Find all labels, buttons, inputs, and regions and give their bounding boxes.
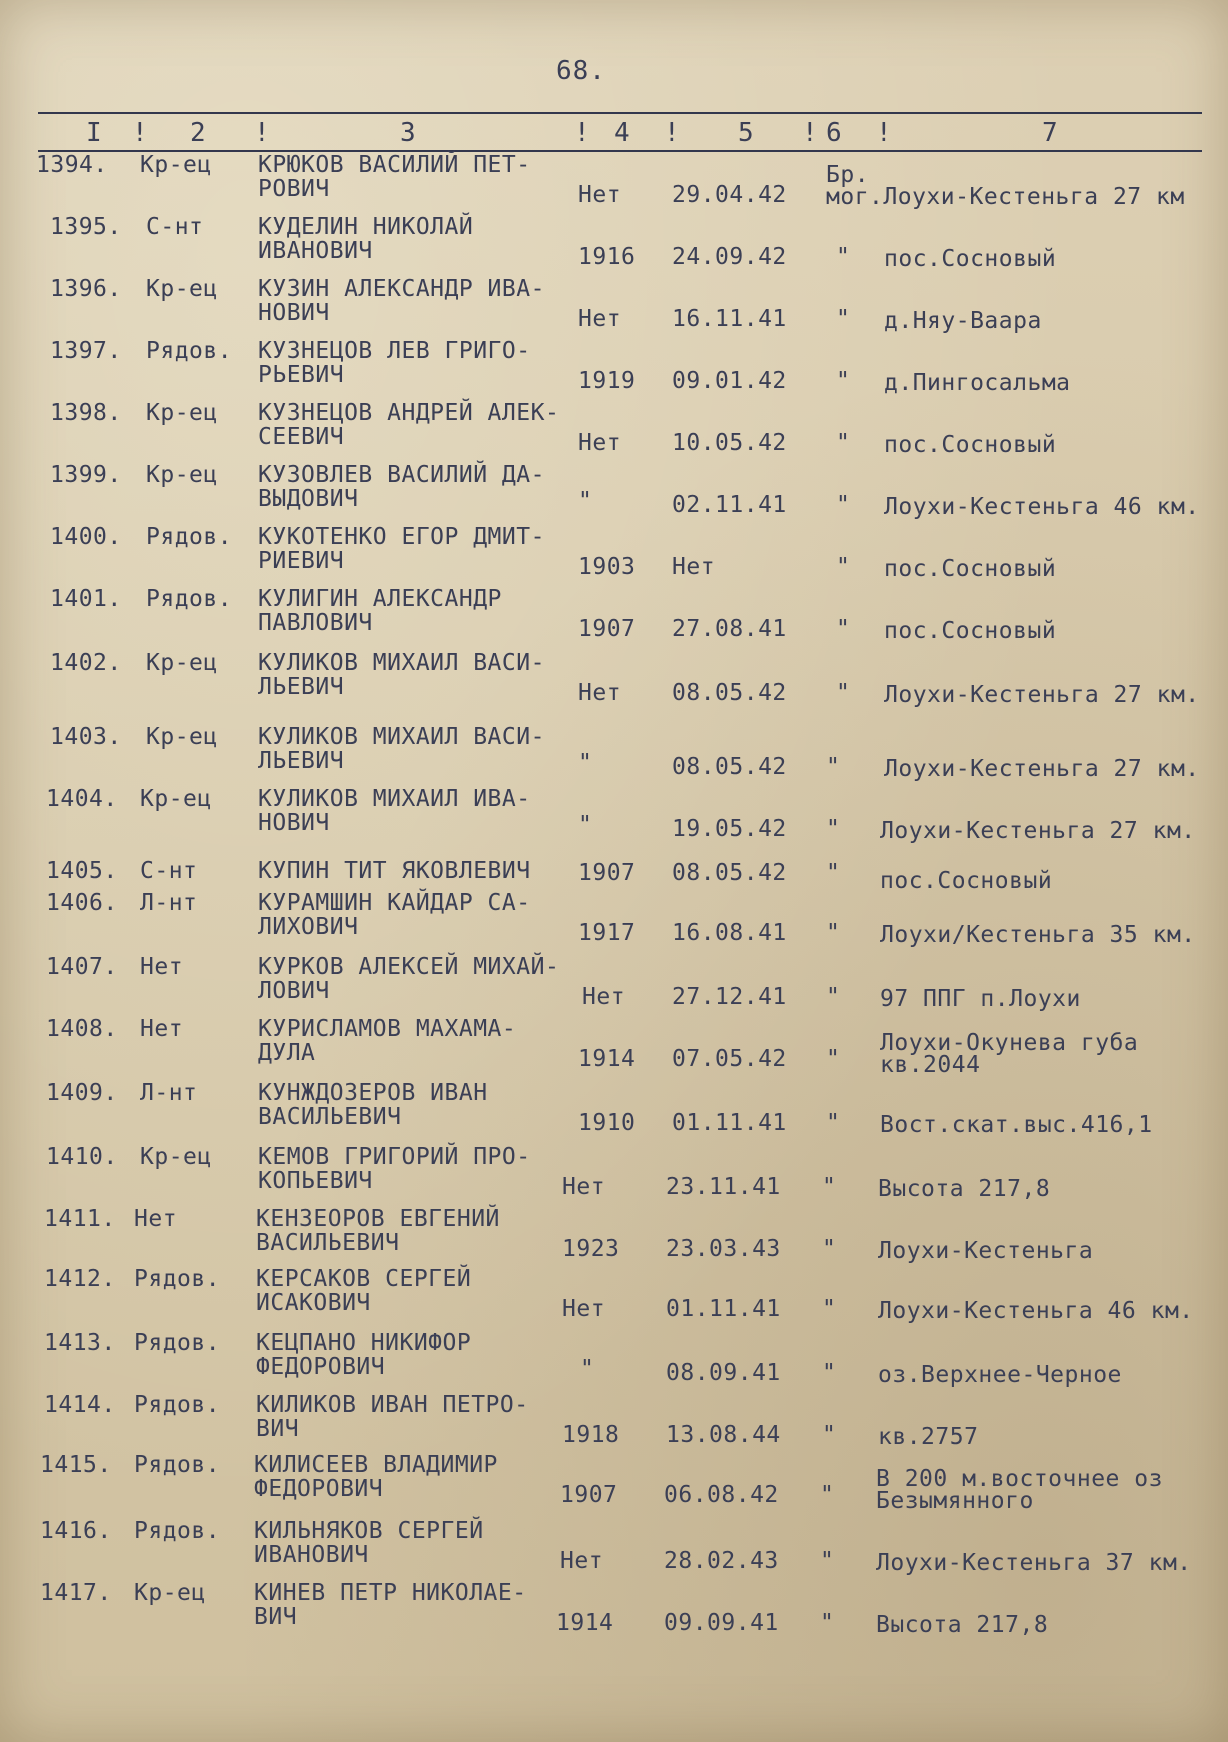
record-place: Вост.скат.выс.416,1 (880, 1112, 1153, 1138)
table-row (0, 650, 1228, 710)
record-name-line1: КУРАМШИН КАЙДАР СА- (258, 890, 531, 916)
record-name-line2: ВАСИЛЬЕВИЧ (258, 1104, 402, 1130)
col-header-6: 6 (826, 118, 842, 148)
record-rank: Кр-ец (146, 276, 218, 302)
record-birth-year: Нет (578, 680, 622, 706)
record-name-line1: КУЗИН АЛЕКСАНДР ИВА- (258, 276, 545, 302)
table-row (0, 724, 1228, 784)
record-number: 1395. (50, 214, 122, 240)
table-row (0, 1266, 1228, 1326)
record-name-line1: КИЛЬНЯКОВ СЕРГЕЙ (254, 1518, 484, 1544)
record-name-line2: ДУЛА (258, 1040, 316, 1066)
record-name-line1: КУЗНЕЦОВ АНДРЕЙ АЛЕК- (258, 400, 560, 426)
record-name-line1: КУЛИКОВ МИХАИЛ ИВА- (258, 786, 531, 812)
record-place: Лоухи-Кестеньга (878, 1238, 1094, 1264)
record-name-line2: КОПЬЕВИЧ (258, 1168, 373, 1194)
record-number: 1397. (50, 338, 122, 364)
record-name-line2: НОВИЧ (258, 810, 330, 836)
record-birth-year: 1919 (578, 368, 636, 394)
record-name-line2: ФЕДОРОВИЧ (254, 1476, 384, 1502)
record-name-line1: КУЗОВЛЕВ ВАСИЛИЙ ДА- (258, 462, 545, 488)
table-row (0, 890, 1228, 950)
table-row (0, 954, 1228, 1014)
record-birth-year: Нет (582, 984, 626, 1010)
record-place-line2: Безымянного (876, 1488, 1034, 1514)
record-date: 29.04.42 (672, 182, 787, 208)
record-grave: " (836, 554, 851, 580)
record-place: Высота 217,8 (876, 1612, 1049, 1638)
record-rank: Кр-ец (146, 400, 218, 426)
record-birth-year: 1918 (562, 1422, 620, 1448)
table-row (0, 1144, 1228, 1204)
table-row (0, 338, 1228, 398)
record-name-line2: РЬЕВИЧ (258, 362, 345, 388)
record-grave: " (836, 430, 851, 456)
record-number: 1410. (46, 1144, 118, 1170)
record-number: 1407. (46, 954, 118, 980)
record-birth-year: 1914 (578, 1046, 636, 1072)
record-grave: " (822, 1422, 837, 1448)
record-name-line2: ЛИХОВИЧ (258, 914, 359, 940)
record-number: 1414. (44, 1392, 116, 1418)
record-number: 1415. (40, 1452, 112, 1478)
record-grave: " (822, 1360, 837, 1386)
record-number: 1413. (44, 1330, 116, 1356)
table-row (0, 1580, 1228, 1640)
record-grave: " (836, 492, 851, 518)
col-header-sep: ! (664, 118, 680, 148)
record-rank: Кр-ец (146, 724, 218, 750)
record-name-line1: КЕМОВ ГРИГОРИЙ ПРО- (258, 1144, 531, 1170)
record-name-line2: НОВИЧ (258, 300, 330, 326)
record-birth-year: 1917 (578, 920, 636, 946)
record-birth-year: 1907 (578, 616, 636, 642)
record-place: пос.Сосновый (884, 432, 1057, 458)
record-grave: " (826, 1110, 841, 1136)
record-grave: " (826, 920, 841, 946)
table-row (0, 1518, 1228, 1578)
record-name-line2: РИЕВИЧ (258, 548, 345, 574)
record-rank: Рядов. (134, 1330, 221, 1356)
record-name-line1: КИНЕВ ПЕТР НИКОЛАЕ- (254, 1580, 527, 1606)
record-date: 08.09.41 (666, 1360, 781, 1386)
record-date: 13.08.44 (666, 1422, 781, 1448)
record-date: 24.09.42 (672, 244, 787, 270)
record-name-line1: КУЛИКОВ МИХАИЛ ВАСИ- (258, 650, 545, 676)
record-number: 1399. (50, 462, 122, 488)
table-row (0, 524, 1228, 584)
record-place: Лоухи-Кестеньга 27 км. (880, 818, 1196, 844)
col-header-2: 2 (190, 118, 206, 148)
record-date: 16.11.41 (672, 306, 787, 332)
record-rank: Нет (134, 1206, 178, 1232)
record-name-line2: ИВАНОВИЧ (254, 1542, 369, 1568)
record-date: 09.01.42 (672, 368, 787, 394)
record-birth-year: " (578, 750, 593, 776)
record-place: мог.Лоухи-Кестеньга 27 км (826, 184, 1185, 210)
record-number: 1398. (50, 400, 122, 426)
record-place: Лоухи-Кестеньга 46 км. (884, 494, 1200, 520)
record-number: 1417. (40, 1580, 112, 1606)
record-number: 1405. (46, 858, 118, 884)
record-name-line1: КУКОТЕНКО ЕГОР ДМИТ- (258, 524, 545, 550)
page-number: 68. (556, 56, 606, 86)
record-name-line1: КЕРСАКОВ СЕРГЕЙ (256, 1266, 472, 1292)
header-rule-top (38, 112, 1202, 114)
record-name-line1: КУЛИКОВ МИХАИЛ ВАСИ- (258, 724, 545, 750)
record-name-line1: КЕЦПАНО НИКИФОР (256, 1330, 472, 1356)
record-place: Лоухи-Кестеньга 27 км. (884, 756, 1200, 782)
table-row (0, 152, 1228, 212)
record-grave: " (826, 860, 841, 886)
record-number: 1396. (50, 276, 122, 302)
table-row (0, 276, 1228, 336)
col-header-sep: ! (254, 118, 270, 148)
record-date: 27.12.41 (672, 984, 787, 1010)
record-birth-year: " (578, 488, 593, 514)
record-number: 1406. (46, 890, 118, 916)
record-birth-year: Нет (578, 306, 622, 332)
table-row (0, 1080, 1228, 1140)
record-grave: " (836, 680, 851, 706)
record-birth-year: 1923 (562, 1236, 620, 1262)
record-birth-year: " (580, 1356, 595, 1382)
record-date: 01.11.41 (672, 1110, 787, 1136)
record-grave: " (820, 1610, 835, 1636)
record-place: 97 ППГ п.Лоухи (880, 986, 1081, 1012)
record-rank: Кр-ец (140, 152, 212, 178)
record-place-line2: кв.2044 (880, 1052, 981, 1078)
column-header-row (0, 118, 1228, 148)
record-name-line2: ЛОВИЧ (258, 978, 330, 1004)
record-place: д.Пингосальма (884, 370, 1071, 396)
record-rank: Нет (140, 954, 184, 980)
record-birth-year: Нет (578, 182, 622, 208)
record-grave: " (836, 616, 851, 642)
table-row (0, 1330, 1228, 1390)
record-birth-year: Нет (562, 1296, 606, 1322)
record-rank: Кр-ец (140, 786, 212, 812)
record-date: 23.03.43 (666, 1236, 781, 1262)
record-birth-year: 1907 (560, 1482, 618, 1508)
record-date: 27.08.41 (672, 616, 787, 642)
record-grave: " (822, 1296, 837, 1322)
record-rank: Рядов. (146, 586, 233, 612)
record-rank: Рядов. (134, 1266, 221, 1292)
record-date: 23.11.41 (666, 1174, 781, 1200)
record-number: 1411. (44, 1206, 116, 1232)
record-birth-year: Нет (562, 1174, 606, 1200)
record-rank: Л-нт (140, 1080, 198, 1106)
record-rank: Кр-ец (140, 1144, 212, 1170)
record-date: 19.05.42 (672, 816, 787, 842)
table-row (0, 214, 1228, 274)
record-name-line1: КУЗНЕЦОВ ЛЕВ ГРИГО- (258, 338, 531, 364)
record-rank: С-нт (146, 214, 204, 240)
record-name-line2: ВЫДОВИЧ (258, 486, 359, 512)
record-name-line1: КУДЕЛИН НИКОЛАЙ (258, 214, 474, 240)
record-date: Нет (672, 554, 716, 580)
record-number: 1404. (46, 786, 118, 812)
record-birth-year: " (578, 812, 593, 838)
record-date: 09.09.41 (664, 1610, 779, 1636)
record-birth-year: 1907 (578, 860, 636, 886)
record-grave: " (822, 1236, 837, 1262)
record-grave: " (826, 984, 841, 1010)
record-name-line2: ВИЧ (256, 1416, 300, 1442)
record-number: 1412. (44, 1266, 116, 1292)
col-header-1: I (86, 118, 102, 148)
record-birth-year: Нет (560, 1548, 604, 1574)
record-place: кв.2757 (878, 1424, 979, 1450)
record-grave: " (836, 244, 851, 270)
record-date: 28.02.43 (664, 1548, 779, 1574)
record-name-line1: КРЮКОВ ВАСИЛИЙ ПЕТ- (258, 152, 531, 178)
record-birth-year: 1914 (556, 1610, 614, 1636)
record-grave: " (826, 816, 841, 842)
record-name-line1: КУПИН ТИТ ЯКОВЛЕВИЧ (258, 858, 531, 884)
col-header-3: 3 (400, 118, 416, 148)
record-place: пос.Сосновый (884, 246, 1057, 272)
record-number: 1409. (46, 1080, 118, 1106)
record-rank: С-нт (140, 858, 198, 884)
record-rank: Рядов. (134, 1392, 221, 1418)
record-place: Лоухи-Кестеньга 37 км. (876, 1550, 1192, 1576)
table-row (0, 586, 1228, 646)
record-number: 1402. (50, 650, 122, 676)
col-header-sep: ! (802, 118, 818, 148)
record-rank: Рядов. (146, 524, 233, 550)
record-grave: " (822, 1174, 837, 1200)
record-grave: " (836, 368, 851, 394)
record-place: Лоухи-Кестеньга 46 км. (878, 1298, 1194, 1324)
record-name-line1: КИЛИСЕЕВ ВЛАДИМИР (254, 1452, 498, 1478)
record-birth-year: 1903 (578, 554, 636, 580)
record-place: Лоухи-Окунева губа (880, 1030, 1139, 1056)
record-number: 1401. (50, 586, 122, 612)
record-place: Высота 217,8 (878, 1176, 1051, 1202)
record-rank: Кр-ец (146, 650, 218, 676)
record-rank: Рядов. (146, 338, 233, 364)
record-place: Лоухи/Кестеньга 35 км. (880, 922, 1196, 948)
record-name-line2: ЛЬЕВИЧ (258, 674, 345, 700)
col-header-sep: ! (132, 118, 148, 148)
col-header-4: 4 (614, 118, 630, 148)
table-row (0, 1392, 1228, 1452)
record-rank: Кр-ец (134, 1580, 206, 1606)
table-row (0, 1452, 1228, 1512)
record-number: 1408. (46, 1016, 118, 1042)
record-number: 1403. (50, 724, 122, 750)
record-name-line1: КИЛИКОВ ИВАН ПЕТРО- (256, 1392, 529, 1418)
record-name-line2: ФЕДОРОВИЧ (256, 1354, 386, 1380)
record-name-line2: ПАВЛОВИЧ (258, 610, 373, 636)
record-grave: " (820, 1482, 835, 1508)
table-row (0, 1016, 1228, 1076)
record-date: 10.05.42 (672, 430, 787, 456)
record-birth-year: Нет (578, 430, 622, 456)
record-place: пос.Сосновый (884, 618, 1057, 644)
record-name-line2: ВАСИЛЬЕВИЧ (256, 1230, 400, 1256)
record-grave: " (826, 1046, 841, 1072)
record-grave: " (826, 754, 841, 780)
table-row (0, 786, 1228, 846)
record-number: 1394. (36, 152, 108, 178)
col-header-sep: ! (876, 118, 892, 148)
record-rank: Рядов. (134, 1518, 221, 1544)
record-date: 16.08.41 (672, 920, 787, 946)
col-header-7: 7 (1042, 118, 1058, 148)
table-row (0, 1206, 1228, 1266)
record-name-line1: КУРИСЛАМОВ МАХАМА- (258, 1016, 517, 1042)
record-name-line2: ЛЬЕВИЧ (258, 748, 345, 774)
record-name-line2: РОВИЧ (258, 176, 330, 202)
record-name-line1: КЕНЗЕОРОВ ЕВГЕНИЙ (256, 1206, 500, 1232)
record-place: оз.Верхнее-Черное (878, 1362, 1122, 1388)
record-place: пос.Сосновый (880, 868, 1053, 894)
table-row (0, 400, 1228, 460)
record-number: 1400. (50, 524, 122, 550)
col-header-5: 5 (738, 118, 754, 148)
record-date: 08.05.42 (672, 754, 787, 780)
record-date: 06.08.42 (664, 1482, 779, 1508)
record-birth-year: 1910 (578, 1110, 636, 1136)
record-number: 1416. (40, 1518, 112, 1544)
record-rank: Нет (140, 1016, 184, 1042)
record-place: Лоухи-Кестеньга 27 км. (884, 682, 1200, 708)
record-name-line1: КУРКОВ АЛЕКСЕЙ МИХАЙ- (258, 954, 560, 980)
record-rank: Л-нт (140, 890, 198, 916)
record-place: пос.Сосновый (884, 556, 1057, 582)
record-name-line2: ИСАКОВИЧ (256, 1290, 371, 1316)
record-grave: " (820, 1548, 835, 1574)
record-place: д.Няу-Ваара (884, 308, 1042, 334)
table-row (0, 462, 1228, 522)
record-place: В 200 м.восточнее оз (876, 1466, 1163, 1492)
record-name-line2: ВИЧ (254, 1604, 298, 1630)
record-date: 08.05.42 (672, 680, 787, 706)
record-birth-year: 1916 (578, 244, 636, 270)
record-name-line1: КУЛИГИН АЛЕКСАНДР (258, 586, 502, 612)
record-date: 02.11.41 (672, 492, 787, 518)
record-name-line2: СЕЕВИЧ (258, 424, 345, 450)
record-grave: Бр. (826, 162, 870, 188)
col-header-sep: ! (574, 118, 590, 148)
record-date: 07.05.42 (672, 1046, 787, 1072)
record-date: 01.11.41 (666, 1296, 781, 1322)
record-name-line2: ИВАНОВИЧ (258, 238, 373, 264)
record-date: 08.05.42 (672, 860, 787, 886)
record-name-line1: КУНЖДОЗЕРОВ ИВАН (258, 1080, 488, 1106)
record-rank: Кр-ец (146, 462, 218, 488)
record-rank: Рядов. (134, 1452, 221, 1478)
record-grave: " (836, 306, 851, 332)
